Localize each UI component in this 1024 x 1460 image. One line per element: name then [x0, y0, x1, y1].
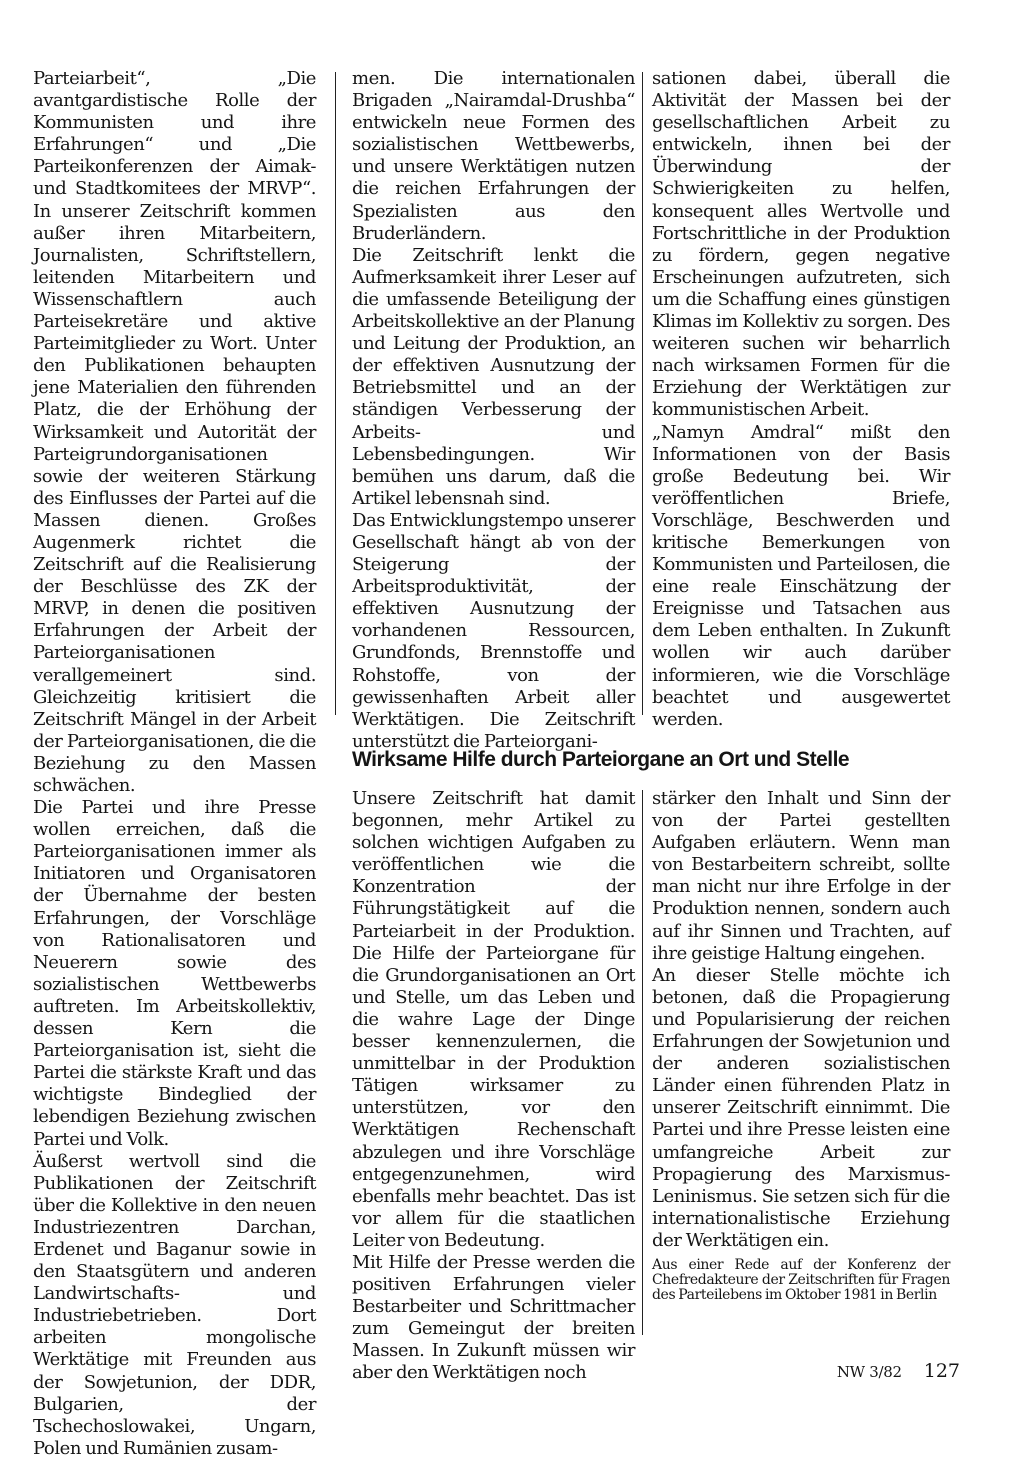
text-column-4	[352, 788, 635, 1385]
text-column-3	[652, 68, 950, 731]
column-divider	[642, 790, 643, 1335]
paragraph: stärker den Inhalt und Sinn der von der Partei gestellten Aufgaben erläutern. Wenn man von Bestarbeitern schreibt, sollte man nicht nur ihre Erfolge in der Produktion nennen, sondern auch auf ihr Sinnen und Trachten, auf ihre geistige Haltung eingehen.	[652, 788, 950, 964]
paragraph: Parteiarbeit“, „Die avantgardistische Rolle der Kommunisten und ihre Erfahrungen“ und „Die Parteikonferenzen der Aimak- und Stadtkomitees der MRVP“. In unserer Zeitschrift kommen außer ihren Mitarbeitern, Journalisten, Schriftstellern, leitenden Mitarbeitern und Wissenschaftlern auch Parteisekretäre und aktive Parteimitglieder zu Wort. Unter den Publikationen behaupten jene Materialien den führenden Platz, die der Erhöhung der Wirksamkeit und Autorität der Parteigrundorganisationen sowie der weiteren Stärkung des Einflusses der Partei auf die Massen dienen. Großes Augenmerk richtet die Zeitschrift auf die Realisierung der Beschlüsse des ZK der MRVP, in denen die positiven Erfahrungen der Arbeit der Parteiorganisationen verallgemeinert sind. Gleichzeitig kritisiert die Zeitschrift Mängel in der Arbeit der Parteiorganisationen, die die Beziehung zu den Massen schwächen.	[33, 68, 316, 796]
paragraph: Die Partei und ihre Presse wollen erreichen, daß die Parteiorganisationen immer als Initiatoren und Organisatoren der Übernahme der besten Erfahrungen, der Vorschläge von Rationalisatoren und Neuerern sowie des sozialistischen Wettbewerbs auftreten. Im Arbeitskollektiv, dessen Kern die Parteiorganisation ist, sieht die Partei die stärkste Kraft und das wichtigste Bindeglied der lebendigen Beziehung zwischen Partei und Volk.	[33, 797, 316, 1150]
journal-issue: NW 3/82	[836, 1363, 902, 1381]
section-heading: Wirksame Hilfe durch Parteiorgane an Ort und Stelle	[352, 748, 850, 771]
paragraph: Äußerst wertvoll sind die Publikationen der Zeitschrift über die Kollektive in den neuen Industriezentren Darchan, Erdenet und Baganur sowie in den Staatsgütern und anderen Landwirtschafts- und Industriebetrieben. Dort arbeiten mongolische Werktätige mit Freunden aus der Sowjetunion, der DDR, Bulgarien, der Tschechoslowakei, Ungarn, Polen und Rumänien zusam-	[33, 1150, 316, 1459]
paragraph: Die Zeitschrift lenkt die Aufmerksamkeit ihrer Leser auf die umfassende Beteiligung der Arbeitskollektive an der Planung und Leitung der Produktion, an der effektiven Ausnutzung der Betriebsmittel und an der ständigen Verbesserung der Arbeits- und Lebensbedingungen. Wir bemühen uns darum, daß die Artikel lebensnah sind.	[352, 244, 635, 509]
text-column-2	[352, 68, 635, 753]
paragraph: „Namyn Amdral“ mißt den Informationen von der Basis große Bedeutung bei. Wir veröffentlichen Briefe, Vorschläge, Beschwerden und kritische Bemerkungen von Kommunisten und Parteilosen, die eine reale Einschätzung der Ereignisse und Tatsachen aus dem Leben enthalten. In Zukunft wollen wir auch darüber informieren, wie die Vorschläge beachtet und ausgewertet werden.	[652, 421, 950, 730]
source-note: Aus einer Rede auf der Konferenz der Chefredakteure der Zeitschriften für Fragen des Parteilebens im Oktober 1981 in Berlin	[652, 1256, 950, 1303]
page-footer	[800, 1360, 960, 1382]
paragraph: Das Entwicklungstempo unserer Gesellschaft hängt ab von der Steigerung der Arbeitsproduktivität, der effektiven Ausnutzung der vorhandenen Ressourcen, Grundfonds, Brennstoffe und Rohstoffe, von der gewissenhaften Arbeit aller Werktätigen. Die Zeitschrift unterstützt die Parteiorgani-	[352, 509, 635, 752]
column-divider	[335, 72, 336, 715]
text-column-5	[652, 788, 950, 1303]
paragraph: Unsere Zeitschrift hat damit begonnen, mehr Artikel zu solchen wichtigen Aufgaben zu veröffentlichen wie die Konzentration der Führungstätigkeit auf die Parteiarbeit in der Produktion. Die Hilfe der Parteiorgane für die Grundorganisationen an Ort und Stelle, um das Leben und die wahre Lage der Dinge besser kennenzulernen, die unmittelbar in der Produktion Tätigen wirksamer zu unterstützen, vor den Werktätigen Rechenschaft abzulegen und ihre Vorschläge entgegenzunehmen, wird ebenfalls mehr beachtet. Das ist vor allem für die staatlichen Leiter von Bedeutung.	[352, 788, 635, 1251]
page-number: 127	[923, 1360, 960, 1382]
text-column-1	[33, 68, 316, 1460]
paragraph: Mit Hilfe der Presse werden die positiven Erfahrungen vieler Bestarbeiter und Schrittmacher zum Gemeingut der breiten Massen. In Zukunft müssen wir aber den Werktätigen noch	[352, 1251, 635, 1384]
paragraph: An dieser Stelle möchte ich betonen, daß die Propagierung und Popularisierung der reichen Erfahrungen der Sowjetunion und der anderen sozialistischen Länder einen führenden Platz in unserer Zeitschrift einnimmt. Die Partei und ihre Presse leisten eine umfangreiche Arbeit zur Propagierung des Marxismus-Leninismus. Sie setzen sich für die internationalistische Erziehung der Werktätigen ein.	[652, 964, 950, 1251]
paragraph: men. Die internationalen Brigaden „Nairamdal-Drushba“ entwickeln neue Formen des sozialistischen Wettbewerbs, und unsere Werktätigen nutzen die reichen Erfahrungen der Spezialisten aus den Bruderländern.	[352, 68, 635, 244]
column-divider	[642, 72, 643, 715]
paragraph: sationen dabei, überall die Aktivität der Massen bei der gesellschaftlichen Arbeit zu entwickeln, ihnen bei der Überwindung der Schwierigkeiten zu helfen, konsequent alles Wertvolle und Fortschrittliche in der Produktion zu fördern, gegen negative Erscheinungen aufzutreten, sich um die Schaffung eines günstigen Klimas im Kollektiv zu sorgen. Des weiteren suchen wir beharrlich nach wirksamen Formen für die Erziehung der Werktätigen zur kommunistischen Arbeit.	[652, 68, 950, 421]
